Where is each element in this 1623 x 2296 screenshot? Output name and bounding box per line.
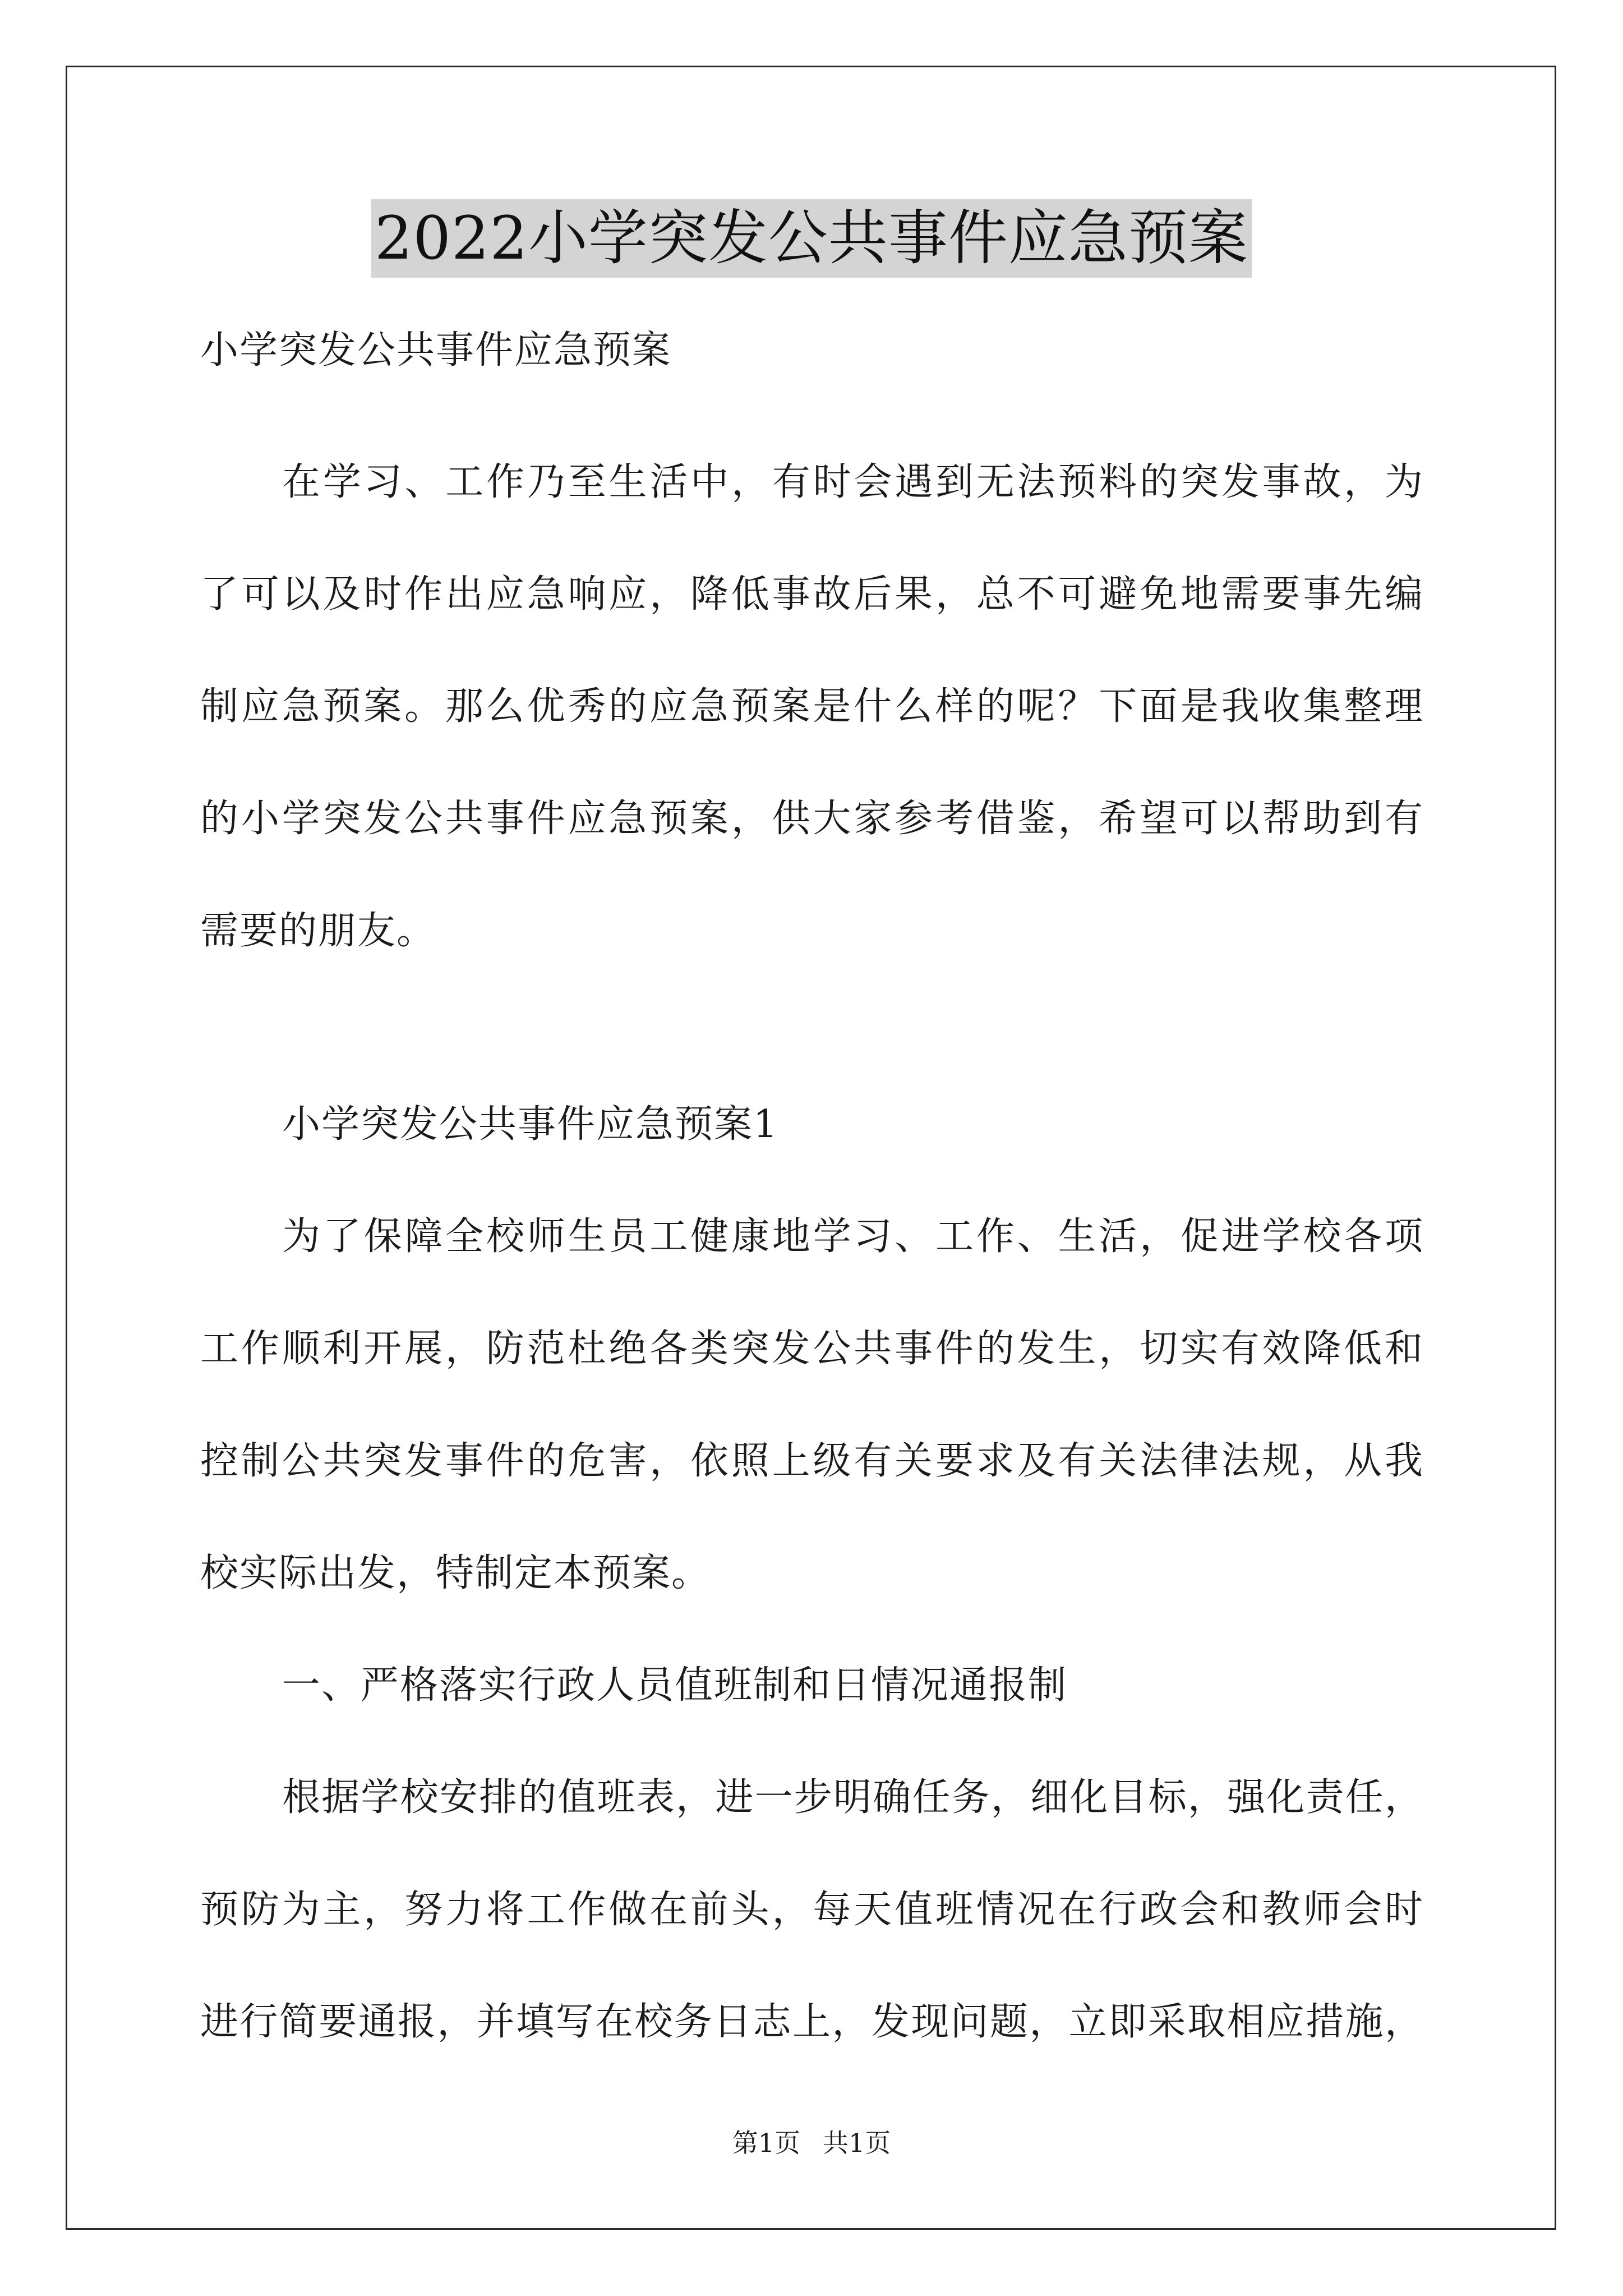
page-total: 共1页 [823,2128,891,2158]
section-line-3: 控制公共突发事件的危害，依照上级有关要求及有关法律法规，从我 [200,1439,1423,1483]
document-title: 2022小学突发公共事件应急预案 [371,199,1252,278]
intro-line-5: 需要的朋友。 [200,909,436,953]
section-line-2: 工作顺利开展，防范杜绝各类突发公共事件的发生，切实有效降低和 [200,1327,1423,1371]
section-heading: 小学突发公共事件应急预案1 [282,1102,779,1147]
document-subtitle: 小学突发公共事件应急预案 [200,328,672,372]
intro-line-1: 在学习、工作乃至生活中，有时会遇到无法预料的突发事故，为 [282,460,1423,504]
intro-line-3: 制应急预案。那么优秀的应急预案是什么样的呢？下面是我收集整理 [200,684,1423,729]
title-container [0,199,1623,278]
item-heading: 一、严格落实行政人员值班制和日情况通报制 [282,1663,1068,1708]
item-line-2: 预防为主，努力将工作做在前头，每天值班情况在行政会和教师会时 [200,1888,1423,1932]
page-footer [0,2126,1623,2160]
section-line-4: 校实际出发，特制定本预案。 [200,1551,711,1595]
intro-line-2: 了可以及时作出应急响应，降低事故后果，总不可避免地需要事先编 [200,572,1423,616]
page-number: 第1页 [732,2128,800,2158]
section-line-1: 为了保障全校师生员工健康地学习、工作、生活，促进学校各项 [282,1214,1423,1259]
item-line-3: 进行简要通报，并填写在校务日志上，发现问题，立即采取相应措施， [200,2000,1423,2044]
intro-line-4: 的小学突发公共事件应急预案，供大家参考借鉴，希望可以帮助到有 [200,797,1423,841]
item-line-1: 根据学校安排的值班表，进一步明确任务，细化目标，强化责任， [282,1775,1423,1820]
